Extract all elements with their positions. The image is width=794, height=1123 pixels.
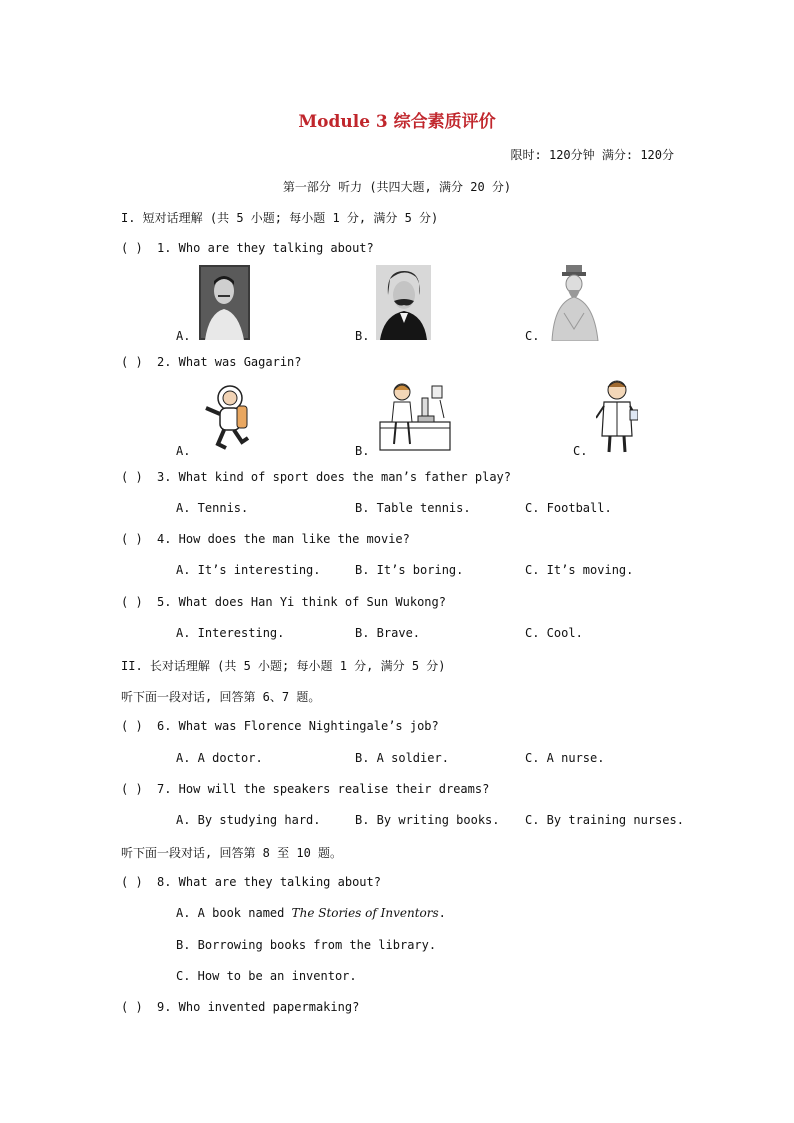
doctor-icon[interactable] (596, 378, 638, 454)
part-heading: 第一部分 听力 (共四大题, 满分 20 分) (282, 180, 512, 194)
q7-option-c: C. By training nurses. (525, 813, 684, 827)
q3-option-c: C. Football. (525, 501, 612, 515)
question-3-text: 3. What kind of sport does the man’s father play? (157, 470, 512, 484)
answer-blank[interactable]: ( ) (121, 1000, 143, 1014)
question-9 (121, 1000, 359, 1014)
question-3 (121, 470, 511, 484)
q2-option-a-label: A. (176, 444, 191, 458)
question-2 (121, 355, 302, 369)
question-9-text: 9. Who invented papermaking? (157, 1000, 360, 1014)
q3-option-b: B. Table tennis. (355, 501, 471, 515)
section2-heading: II. 长对话理解 (共 5 小题; 每小题 1 分, 满分 5 分) (121, 659, 446, 673)
q6-option-a: A. A doctor. (176, 751, 263, 765)
answer-blank[interactable]: ( ) (121, 355, 143, 369)
q2-option-b-label: B. (355, 444, 370, 458)
q1-option-b-label: B. (355, 329, 370, 343)
q7-option-a: A. By studying hard. (176, 813, 321, 827)
question-8-text: 8. What are they talking about? (157, 875, 381, 889)
question-8 (121, 875, 381, 889)
answer-blank[interactable]: ( ) (121, 532, 143, 546)
portrait-man-icon[interactable] (199, 265, 250, 340)
question-6 (121, 719, 439, 733)
dialog1-instruction: 听下面一段对话, 回答第 6、7 题。 (121, 690, 321, 704)
q4-option-a: A. It’s interesting. (176, 563, 321, 577)
q1-option-a-label: A. (176, 329, 191, 343)
question-5-text: 5. What does Han Yi think of Sun Wukong? (157, 595, 446, 609)
scientist-microscope-icon[interactable] (378, 378, 452, 452)
time-score-info: 限时: 120分钟 满分: 120分 (510, 148, 674, 162)
question-4 (121, 532, 410, 546)
question-6-text: 6. What was Florence Nightingale’s job? (157, 719, 439, 733)
question-7 (121, 782, 489, 796)
q8-option-c: C. How to be an inventor. (176, 969, 357, 983)
answer-blank[interactable]: ( ) (121, 595, 143, 609)
q2-option-c-label: C. (573, 444, 588, 458)
question-1-text: 1. Who are they talking about? (157, 241, 374, 255)
answer-blank[interactable]: ( ) (121, 782, 143, 796)
q8-option-a-prefix: A. A book named (176, 906, 292, 920)
q5-option-b: B. Brave. (355, 626, 421, 640)
question-4-text: 4. How does the man like the movie? (157, 532, 410, 546)
q6-option-c: C. A nurse. (525, 751, 605, 765)
portrait-mustache-man-icon[interactable] (376, 265, 431, 340)
answer-blank[interactable]: ( ) (121, 875, 143, 889)
q6-option-b: B. A soldier. (355, 751, 449, 765)
q4-option-c: C. It’s moving. (525, 563, 634, 577)
q4-option-b: B. It’s boring. (355, 563, 464, 577)
answer-blank[interactable]: ( ) (121, 719, 143, 733)
answer-blank[interactable]: ( ) (121, 241, 143, 255)
astronaut-icon[interactable] (202, 382, 252, 452)
question-5 (121, 595, 446, 609)
q7-option-b: B. By writing books. (355, 813, 500, 827)
ancient-scholar-icon[interactable] (546, 263, 602, 341)
dialog2-instruction: 听下面一段对话, 回答第 8 至 10 题。 (121, 846, 343, 860)
answer-blank[interactable]: ( ) (121, 470, 143, 484)
q8-option-b: B. Borrowing books from the library. (176, 938, 437, 952)
q5-option-c: C. Cool. (525, 626, 583, 640)
q3-option-a: A. Tennis. (176, 501, 249, 515)
question-2-text: 2. What was Gagarin? (157, 355, 302, 369)
q8-option-a-suffix: . (438, 906, 446, 920)
section1-heading: I. 短对话理解 (共 5 小题; 每小题 1 分, 满分 5 分) (121, 211, 439, 225)
question-1 (121, 241, 374, 255)
q1-option-c-label: C. (525, 329, 540, 343)
q5-option-a: A. Interesting. (176, 626, 285, 640)
book-title: The Stories of Inventors (291, 906, 439, 920)
page-title: Module 3 综合素质评价 (298, 112, 496, 132)
question-7-text: 7. How will the speakers realise their dreams? (157, 782, 490, 796)
q8-option-a (176, 906, 446, 920)
